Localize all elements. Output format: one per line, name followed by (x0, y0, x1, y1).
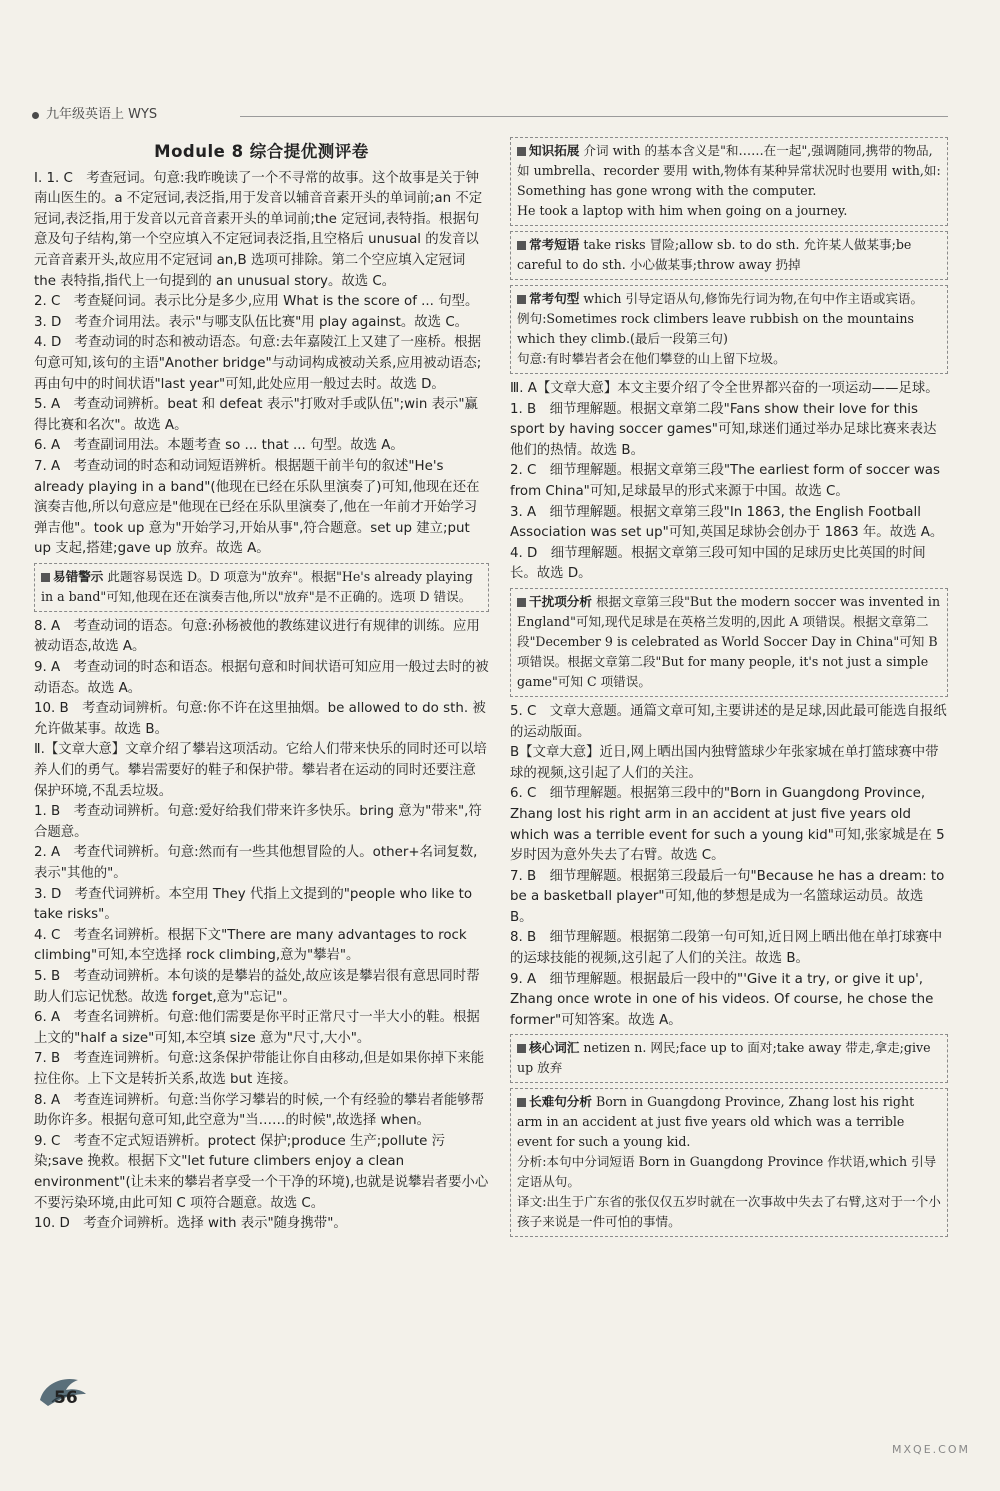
square-icon (517, 598, 526, 607)
answer-item: 8. A 考查动词的语态。句意:孙杨被他的教练建议进行有规律的训练。应用被动语态,故选 A。 (34, 618, 480, 655)
left-column (34, 134, 489, 1235)
left-answers-2 (34, 617, 489, 1235)
right-column (510, 134, 948, 1242)
right-answers (510, 379, 948, 585)
header-rule (240, 116, 948, 117)
box-tag (517, 235, 579, 255)
answer-item: 6. C 细节理解题。根据第三段中的"Born in Guangdong Province, Zhang lost his right arm in an accident at just five years old which was a terrible event for such a young kid"可知,张家城是在 5 岁时因为意外失去了右臂。故选 C。 (510, 786, 945, 864)
answer-item: 5. A 考查动词辨析。beat 和 defeat 表示"打败对手或队伍";win 表示"赢得比赛和名次"。故选 A。 (34, 397, 478, 433)
header-text: 九年级英语上 WYS (46, 107, 158, 122)
page-number: 56 (54, 1388, 78, 1408)
box-tag (517, 1038, 579, 1058)
answer-item: 7. A 考查动词的时态和动词短语辨析。根据题干前半句的叙述"He's already playing in a band"(他现在已经在乐队里演奏了)可知,他现在还在演奏吉他,所以句意应是"他现在已经在乐队里演奏了,他在一年前才开始学习弹吉他"。took up 意为"开始学习,开始从事",符合题意。set up 建立;put up 支起,搭建;gave up 放弃。故选 A。 (34, 458, 480, 557)
box-tag (41, 567, 103, 587)
tag-label: 常考短语 (529, 237, 580, 252)
answer-item: 6. A 考查名词辨析。句意:他们需要是你平时正常尺寸一半大小的鞋。根据上文的"half a size"可知,本空填 size 意为"尺寸,大小"。 (34, 1010, 480, 1046)
answer-item: 7. B 考查连词辨析。句意:这条保护带能让你自由移动,但是如果你掉下来能拉住你。上下文是转折关系,故选 but 连接。 (34, 1051, 485, 1087)
answer-item: 4. D 考查动词的时态和被动语态。句意:去年嘉陵江上又建了一座桥。根据句意可知,该句的主语"Another bridge"与动词构成被动关系,应用被动语态;再由句中的时间状语"last year"可知,此处应用一般过去时。故选 D。 (34, 335, 482, 392)
square-icon (517, 1044, 526, 1053)
answer-item: 2. C 细节理解题。根据文章第三段"The earliest form of soccer was from China"可知,足球最早的形式来源于中国。故选 C。 (510, 463, 940, 499)
page-footer (34, 1366, 114, 1416)
box-line: 介词 with 的基本含义是"和……在一起",强调随同,携带的物品,如 umbrella、recorder 要用 with,物体有某种异常状况时也要用 with,如: (517, 143, 941, 178)
answer-item: 9. C 考查不定式短语辨析。protect 保护;produce 生产;pollute 污染;save 挽救。根据下文"let future climbers enjoy a clean environment"(让未来的攀岩者享受一个干净的环境),也就是说攀岩者要小心不要污染环境,由此可知 C 项符合题意。故选 C。 (34, 1133, 489, 1211)
watermark: MXQE.COM (892, 1443, 970, 1456)
square-icon (517, 1098, 526, 1107)
answer-item: Ⅲ. A【文章大意】本文主要介绍了令全世界都兴奋的一项运动——足球。 (510, 381, 939, 396)
answer-item: 8. B 细节理解题。根据第二段第一句可知,近日网上晒出他在单打球赛中的运球技能的视频,这引起了人们的关注。故选 B。 (510, 930, 943, 967)
left-answers (34, 169, 489, 560)
box-line: 句意:有时攀岩者会在他们攀登的山上留下垃圾。 (517, 351, 786, 366)
box-juxing (510, 285, 948, 374)
answer-item: 3. A 细节理解题。根据文章第三段"In 1863, the English Football Association was set up"可知,英国足球协会创办于 1863 年。故选 A。 (510, 504, 944, 541)
answer-item: 4. D 细节理解题。根据文章第三段可知中国的足球历史比英国的时间长。故选 D。 (510, 545, 926, 582)
answer-item: 3. D 考查介词用法。表示"与哪支队伍比赛"用 play against。故选 C。 (34, 314, 469, 330)
answer-item: 10. D 考查介词辨析。选择 with 表示"随身携带"。 (34, 1216, 347, 1232)
box-line: 分析:本句中分词短语 Born in Guangdong Province 作状语,which 引导定语从句。 (517, 1154, 937, 1190)
box-text: 此题容易误选 D。D 项意为"放弃"。根据"He's already playing in a band"可知,他现在还在演奏吉他,所以"放弃"是不正确的。选项 D 错误。 (41, 568, 473, 604)
answer-item: 9. A 细节理解题。根据最后一段中的"'Give it a try, or give it up', Zhang once wrote in one of his videos. Of course, he chose the former"可知答案。故选 A。 (510, 971, 934, 1028)
box-duanyu (510, 231, 948, 280)
tag-label: 干扰项分析 (529, 593, 592, 609)
square-icon (517, 147, 526, 156)
answer-item: 5. C 文章大意题。通篇文章可知,主要讲述的是足球,因此最可能选自报纸的运动版面。 (510, 703, 947, 740)
tag-label: 易错警示 (53, 568, 104, 584)
box-cihui (510, 1034, 948, 1083)
box-tag (517, 141, 579, 161)
square-icon (41, 573, 50, 582)
answer-item: 1. B 细节理解题。根据文章第二段"Fans show their love for this sport by having soccer games"可知,球迷们通过举办足球比赛来表达他们的热情。故选 B。 (510, 401, 937, 458)
answer-item: 5. B 考查动词辨析。本句谈的是攀岩的益处,故应该是攀岩很有意思同时帮助人们忘记忧愁。故选 forget,意为"忘记"。 (34, 968, 480, 1005)
box-tag (517, 1092, 592, 1112)
box-text: take risks 冒险;allow sb. to do sth. 允许某人做某事;be careful to do sth. 小心做某事;throw away 扔掉 (517, 237, 912, 272)
answer-item: 2. C 考查疑问词。表示比分是多少,应用 What is the score of ... 句型。 (34, 294, 479, 310)
answer-item: 8. A 考查连词辨析。句意:当你学习攀岩的时候,一个有经验的攀岩者能够帮助你许多。根据句意可知,此空意为"当……的时候",故选择 when。 (34, 1092, 485, 1129)
box-text: netizen n. 网民;face up to 面对;take away 带走,拿走;give up 放弃 (517, 1040, 931, 1076)
answer-item: 4. C 考查名词辨析。根据下文"There are many advantages to rock climbing"可知,本空选择 rock climbing,意为"攀岩"。 (34, 927, 467, 964)
box-yicuo (34, 563, 489, 612)
tag-label: 长难句分析 (529, 1094, 592, 1110)
box-tag (517, 289, 579, 309)
box-line: which 引导定语从句,修饰先行词为物,在句中作主语或宾语。 (583, 291, 924, 306)
box-line: 例句:Sometimes rock climbers leave rubbish on the mountains which they climb.(最后一段第三句) (517, 311, 914, 346)
box-line: Born in Guangdong Province, Zhang lost his right arm in an accident at just five years old which was a terrible event for such a young kid. (517, 1094, 915, 1150)
box-ganrao (510, 588, 948, 697)
square-icon (517, 295, 526, 304)
square-icon (517, 241, 526, 250)
box-zhishi (510, 137, 948, 226)
answer-item: B【文章大意】近日,网上晒出国内独臂篮球少年张家城在单打篮球赛中带球的视频,这引起了人们的关注。 (510, 745, 939, 781)
bullet-icon (32, 112, 39, 119)
box-line: He took a laptop with him when going on a journey. (517, 203, 848, 218)
page-header (30, 104, 948, 126)
answer-item: Ⅰ. 1. C 考查冠词。句意:我昨晚读了一个不寻常的故事。这个故事是关于钟南山医生的。a 不定冠词,表泛指,用于发音以辅音音素开头的单词前;an 不定冠词,表泛指,用于发音以元音音素开头的单词前;the 定冠词,表特指。根据句意及句子结构,第一个空应填入不定冠词表泛指,且空格后 unusual 的发音以元音音素开头,故应用不定冠词 an,B 选项可排除。第二个空应填入定冠词 the 表特指,指代上一句提到的 an unusual story。故选 C。 (34, 170, 483, 289)
answer-item: 7. B 细节理解题。根据第三段最后一句"Because he has a dream: to be a basketball player"可知,他的梦想是成为一名篮球运动员。故选 B。 (510, 868, 945, 925)
answer-item: 10. B 考查动词辨析。句意:你不许在这里抽烟。be allowed to do sth. 被允许做某事。故选 B。 (34, 701, 486, 737)
tag-label: 核心词汇 (529, 1040, 580, 1056)
box-text: 根据文章第三段"But the modern soccer was invented in England"可知,现代足球是在英格兰发明的,因此 A 项错误。根据文章第二段"December 9 is celebrated as World Soccer Day in China"可知 B 项错误。根据文章第二段"But for many people, it's not just a simple game"可知 C 项错误。 (517, 593, 941, 689)
box-line: 译文:出生于广东省的张仅仅五岁时就在一次事故中失去了右臂,这对于一个小孩子来说是一件可怕的事情。 (517, 1194, 941, 1230)
answer-item: 2. A 考查代词辨析。句意:然而有一些其他想冒险的人。other+名词复数,表示"其他的"。 (34, 845, 478, 881)
box-line: Something has gone wrong with the computer. (517, 183, 817, 198)
tag-label: 常考句型 (529, 291, 580, 306)
answer-item: 6. A 考查副词用法。本题考查 so ... that ... 句型。故选 A。 (34, 438, 404, 454)
answer-item: 1. B 考查动词辨析。句意:爱好给我们带来许多快乐。bring 意为"带来",符合题意。 (34, 804, 482, 840)
page-title: Module 8 综合提优测评卷 (154, 142, 369, 161)
answer-item: 3. D 考查代词辨析。本空用 They 代指上文提到的"people who like to take risks"。 (34, 886, 473, 923)
tag-label: 知识拓展 (529, 143, 580, 158)
box-tag (517, 592, 592, 612)
right-answers-2 (510, 702, 948, 1032)
answer-item: 9. A 考查动词的时态和语态。根据句意和时间状语可知应用一般过去时的被动语态。故选 A。 (34, 660, 489, 696)
answer-item: Ⅱ.【文章大意】文章介绍了攀岩这项活动。它给人们带来快乐的同时还可以培养人们的勇气。攀岩需要好的鞋子和保护带。攀岩者在运动的同时还要注意保护环境,不乱丢垃圾。 (34, 742, 487, 799)
box-changnan (510, 1088, 948, 1237)
